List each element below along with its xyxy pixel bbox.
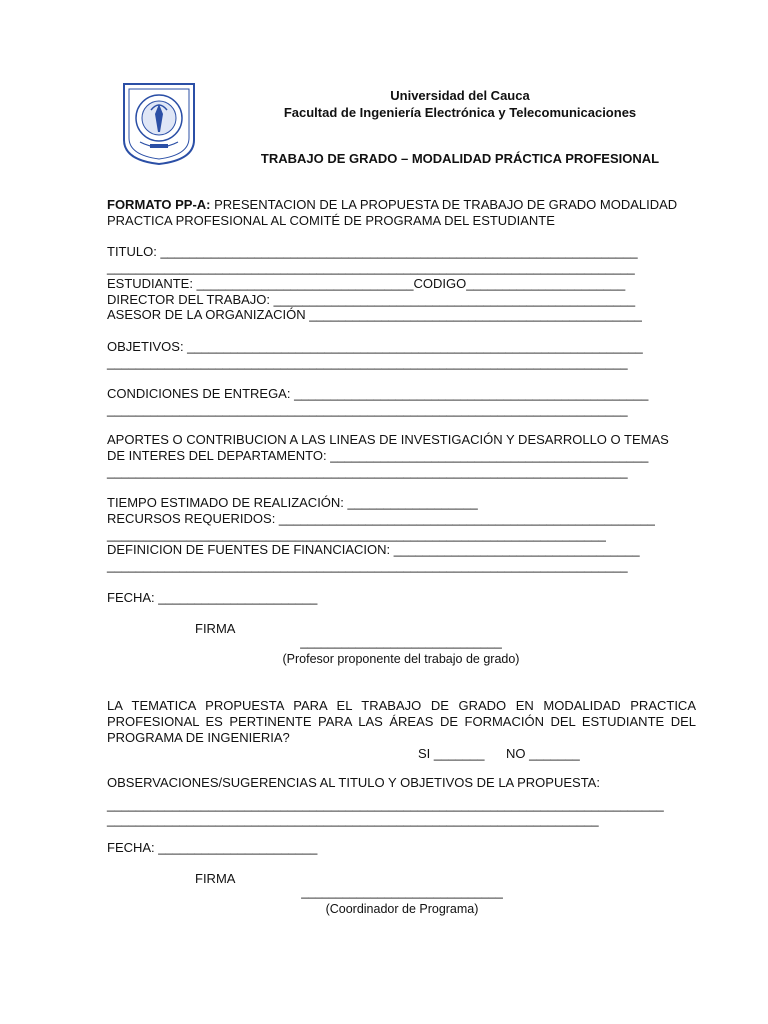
tiempo-field[interactable]: TIEMPO ESTIMADO DE REALIZACIÓN: __________________ (107, 495, 478, 510)
firma-caption-2: (Coordinador de Programa) (325, 902, 479, 916)
observaciones-label: OBSERVACIONES/SUGERENCIAS AL TITULO Y OBJETIVOS DE LA PROPUESTA: (107, 775, 600, 790)
observaciones-field-continued[interactable]: ____________________________________________________________________ (107, 812, 599, 827)
condiciones-field-continued[interactable]: ________________________________________________________________________ (107, 402, 628, 417)
aportes-field[interactable]: DE INTERES DEL DEPARTAMENTO: ____________________________________________ (107, 448, 649, 463)
university-seal-icon (120, 80, 198, 166)
fecha-field-2[interactable]: FECHA: ______________________ (107, 840, 318, 855)
financiacion-field[interactable]: DEFINICION DE FUENTES DE FINANCIACION: __________________________________ (107, 542, 640, 557)
titulo-field[interactable]: TITULO: __________________________________________________________________ (107, 244, 638, 259)
observaciones-field[interactable]: _____________________________________________________________________________ (107, 797, 664, 812)
university-name: Universidad del Cauca (390, 88, 530, 103)
objetivos-field[interactable]: OBJETIVOS: _______________________________________________________________ (107, 339, 643, 354)
titulo-field-continued[interactable]: _________________________________________________________________________ (107, 260, 635, 275)
estudiante-codigo-field[interactable]: ESTUDIANTE: ______________________________CODIGO______________________ (107, 276, 626, 291)
recursos-field-continued[interactable]: _____________________________________________________________________ (107, 527, 606, 542)
financiacion-field-continued[interactable]: ________________________________________________________________________ (107, 558, 628, 573)
aportes-label: APORTES O CONTRIBUCION A LAS LINEAS DE INVESTIGACIÓN Y DESARROLLO O TEMAS (107, 432, 669, 447)
fecha-field[interactable]: FECHA: ______________________ (107, 590, 318, 605)
pertinence-question: LA TEMATICA PROPUESTA PARA EL TRABAJO DE GRADO EN MODALIDAD PRACTICA PROFESIONAL ES PERTINENTE PARA LAS ÁREAS DE FORMACIÓN DEL ESTUDIANTE DEL PROGRAMA DE INGENIERIA? (107, 698, 696, 745)
si-option[interactable]: SI _______ (418, 746, 485, 761)
format-title-2: PRACTICA PROFESIONAL AL COMITÉ DE PROGRAMA DEL ESTUDIANTE (107, 213, 555, 228)
faculty-name: Facultad de Ingeniería Electrónica y Telecomunicaciones (283, 105, 637, 120)
condiciones-field[interactable]: CONDICIONES DE ENTREGA: _________________________________________________ (107, 386, 649, 401)
objetivos-field-continued[interactable]: ________________________________________________________________________ (107, 355, 628, 370)
document-title: TRABAJO DE GRADO – MODALIDAD PRÁCTICA PROFESIONAL (260, 151, 660, 166)
aportes-field-continued[interactable]: ________________________________________________________________________ (107, 464, 628, 479)
format-line-1 (107, 197, 677, 213)
recursos-field[interactable]: RECURSOS REQUERIDOS: ____________________________________________________ (107, 511, 655, 526)
director-field[interactable]: DIRECTOR DEL TRABAJO: __________________________________________________ (107, 292, 636, 307)
no-option[interactable]: NO _______ (506, 746, 580, 761)
asesor-field[interactable]: ASESOR DE LA ORGANIZACIÓN ______________________________________________ (107, 307, 642, 322)
format-title-1: PRESENTACION DE LA PROPUESTA DE TRABAJO DE GRADO MODALIDAD (210, 197, 678, 212)
format-label: FORMATO PP-A: (107, 197, 211, 212)
firma-label-2: FIRMA (195, 871, 236, 886)
firma-label: FIRMA (195, 621, 236, 636)
firma-signature-line-2[interactable]: _____________________________ (301, 885, 503, 899)
firma-signature-line[interactable]: _____________________________ (300, 635, 502, 649)
firma-caption: (Profesor proponente del trabajo de grado) (282, 652, 520, 666)
